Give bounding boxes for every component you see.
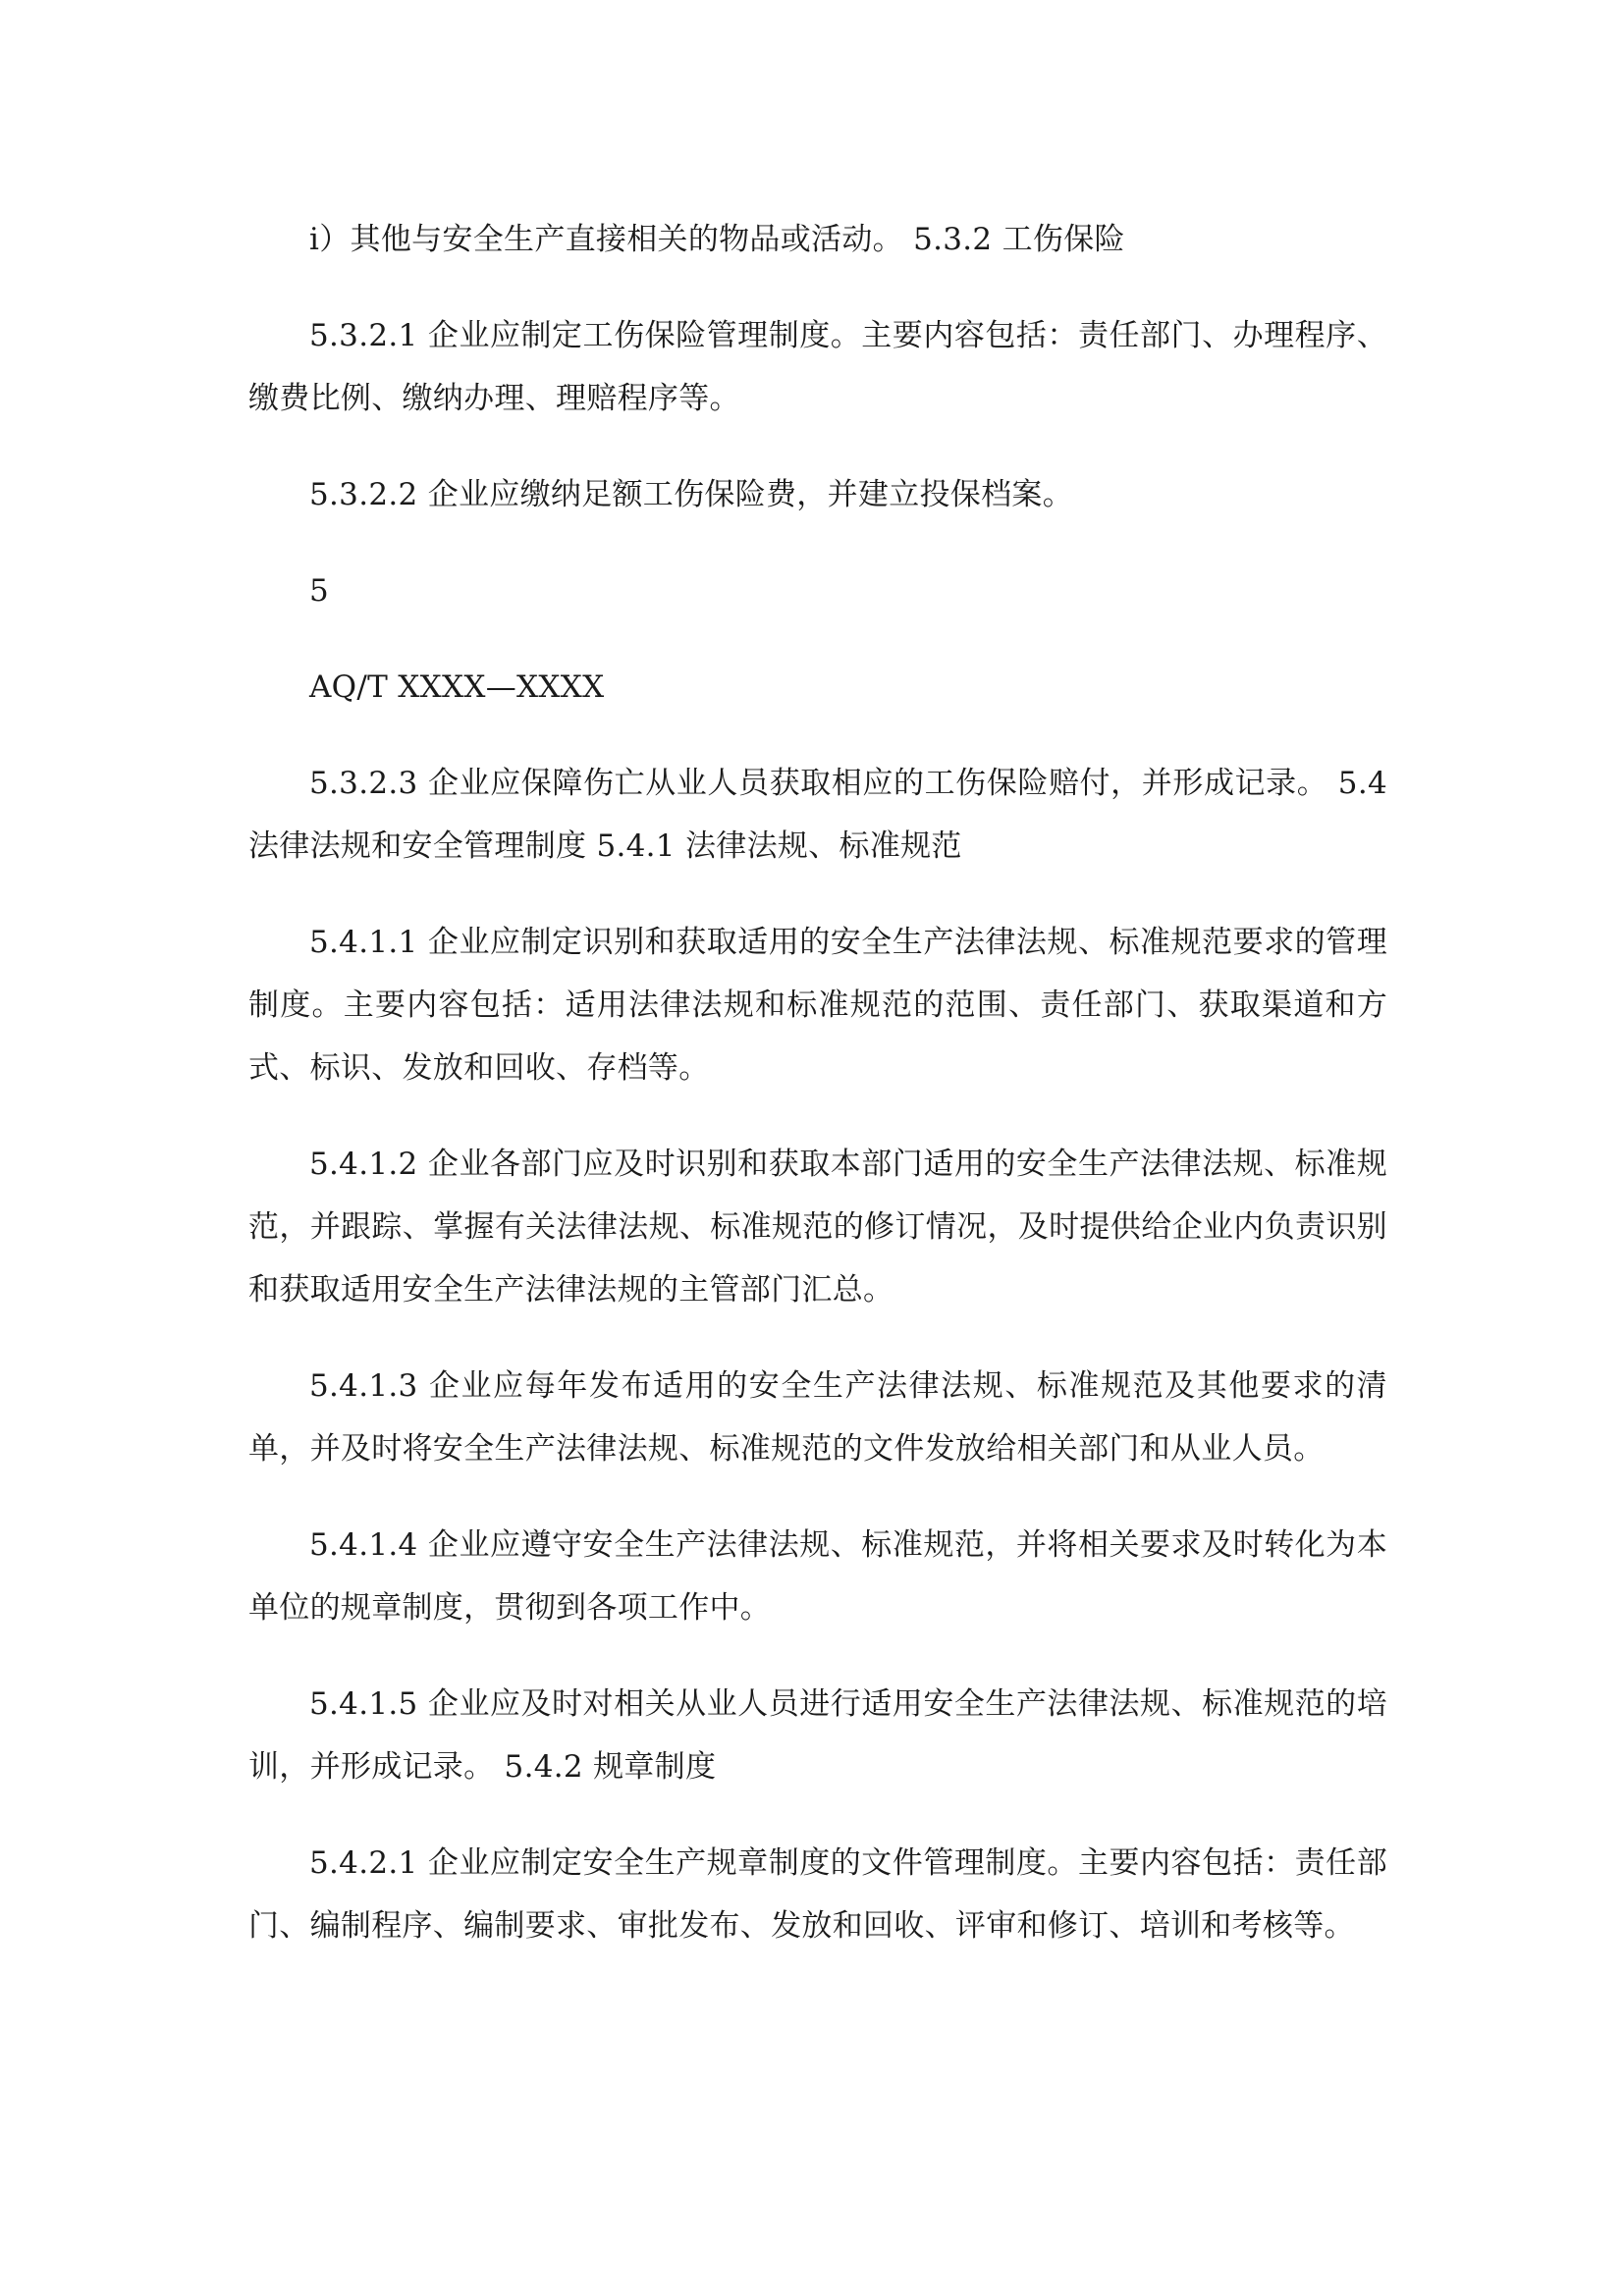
paragraph-5-4-1-2: 5.4.1.2 企业各部门应及时识别和获取本部门适用的安全生产法律法规、标准规范，并跟踪、掌握有关法律法规、标准规范的修订情况，及时提供给企业内负责识别和获取适用安全生产法律法规的主管部门汇总。: [248, 1147, 1387, 1308]
paragraph-5-3-2-2: 5.3.2.2 企业应缴纳足额工伤保险费，并建立投保档案。: [309, 477, 1074, 512]
paragraph-5-4-1-1: 5.4.1.1 企业应制定识别和获取适用的安全生产法律法规、标准规范要求的管理制度。主要内容包括：适用法律法规和标准规范的范围、责任部门、获取渠道和方式、标识、发放和回收、存档等。: [248, 925, 1387, 1086]
standard-code: AQ/T XXXX—XXXX: [309, 669, 605, 705]
document-body: [248, 208, 1387, 1991]
paragraph-5-3-2-heading: i）其他与安全生产直接相关的物品或活动。 5.3.2 工伤保险: [309, 222, 1125, 257]
paragraph-5-4-2-1: 5.4.2.1 企业应制定安全生产规章制度的文件管理制度。主要内容包括：责任部门、编制程序、编制要求、审批发布、发放和回收、评审和修订、培训和考核等。: [248, 1845, 1387, 1944]
paragraph-5-4-1-4: 5.4.1.4 企业应遵守安全生产法律法规、标准规范，并将相关要求及时转化为本单位的规章制度，贯彻到各项工作中。: [248, 1527, 1387, 1626]
paragraph-5-3-2-1: 5.3.2.1 企业应制定工伤保险管理制度。主要内容包括：责任部门、办理程序、缴费比例、缴纳办理、理赔程序等。: [248, 318, 1387, 416]
page-number: 5: [309, 573, 330, 609]
paragraph-5-4-1-3: 5.4.1.3 企业应每年发布适用的安全生产法律法规、标准规范及其他要求的清单，并及时将安全生产法律法规、标准规范的文件发放给相关部门和从业人员。: [248, 1368, 1387, 1467]
paragraph-5-3-2-3: 5.3.2.3 企业应保障伤亡从业人员获取相应的工伤保险赔付，并形成记录。 5.4 法律法规和安全管理制度 5.4.1 法律法规、标准规范: [248, 766, 1387, 864]
paragraph-5-4-1-5: 5.4.1.5 企业应及时对相关从业人员进行适用安全生产法律法规、标准规范的培训，并形成记录。 5.4.2 规章制度: [248, 1686, 1387, 1785]
